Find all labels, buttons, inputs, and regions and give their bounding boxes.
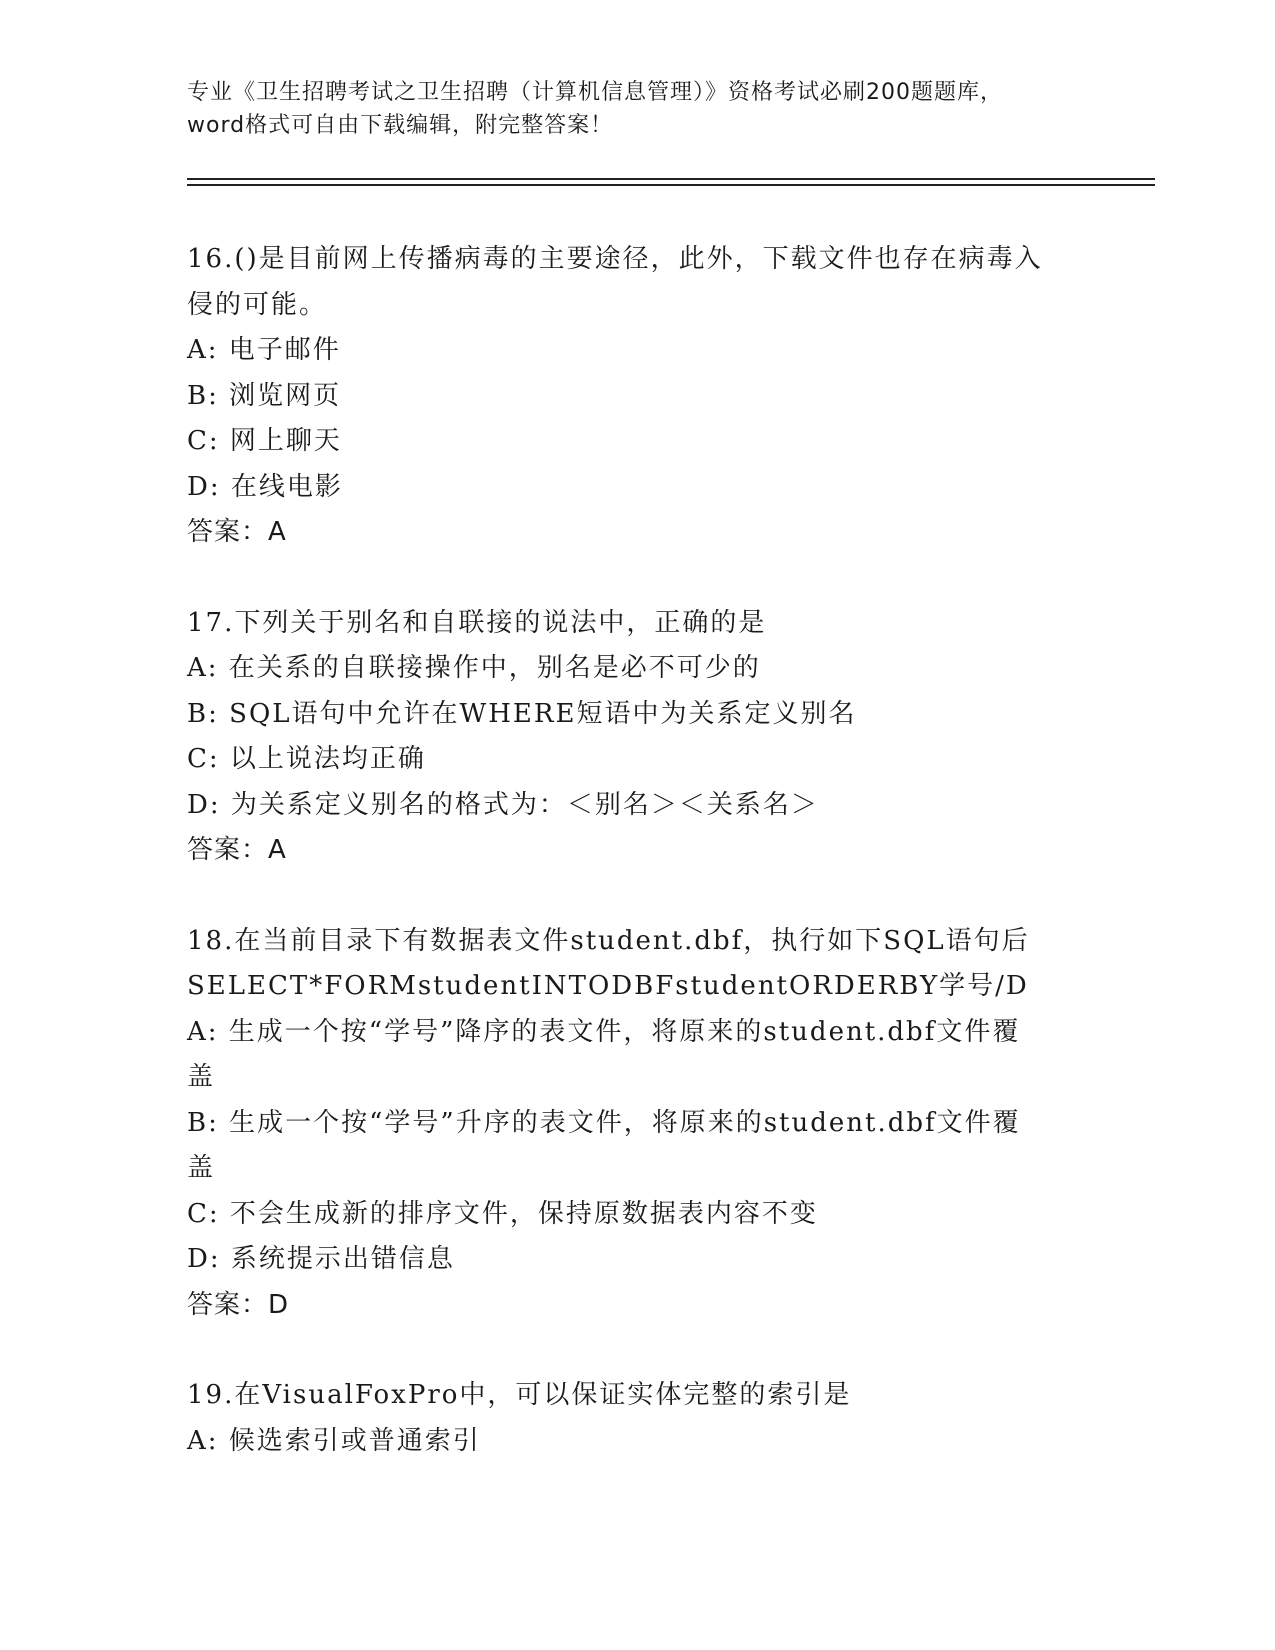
- question-17: [187, 601, 1087, 874]
- document-header: [187, 76, 1087, 142]
- question-list: [187, 237, 1087, 1509]
- option-d: D: 为关系定义别名的格式为：＜别名＞＜关系名＞: [187, 789, 819, 820]
- option-b: B: SQL语句中允许在WHERE短语中为关系定义别名: [187, 698, 857, 729]
- question-stem-line: 19.在VisualFoxPro中，可以保证实体完整的索引是: [187, 1380, 852, 1410]
- question-stem-line: 16.()是目前网上传播病毒的主要途径，此外，下载文件也存在病毒入: [187, 244, 1043, 274]
- option-b: B: 浏览网页: [187, 380, 342, 411]
- option-b-continued: 盖: [187, 1153, 216, 1183]
- option-a-continued: 盖: [187, 1062, 216, 1092]
- answer-label: 答案：A: [187, 517, 287, 547]
- option-d: D: 系统提示出错信息: [187, 1244, 455, 1274]
- question-stem-line: 18.在当前目录下有数据表文件student.dbf，执行如下SQL语句后: [187, 925, 1030, 956]
- question-19: [187, 1373, 1087, 1464]
- option-c: C: 不会生成新的排序文件，保持原数据表内容不变: [187, 1198, 818, 1229]
- header-divider-top: [187, 178, 1155, 180]
- header-divider-bottom: [187, 184, 1155, 186]
- option-a: A: 在关系的自联接操作中，别名是必不可少的: [187, 653, 761, 683]
- answer-label: 答案：D: [187, 1289, 290, 1320]
- header-line-1: 专业《卫生招聘考试之卫生招聘（计算机信息管理）》资格考试必刷200题题库，: [187, 80, 1003, 105]
- option-c: C: 以上说法均正确: [187, 744, 426, 774]
- header-line-2: word格式可自由下载编辑，附完整答案！: [187, 113, 614, 138]
- answer-label: 答案：A: [187, 835, 287, 865]
- option-a: A: 生成一个按“学号”降序的表文件，将原来的student.dbf文件覆: [187, 1016, 1021, 1047]
- option-a: A: 电子邮件: [187, 335, 341, 365]
- question-stem-line: 侵的可能。: [187, 289, 328, 320]
- question-18: [187, 919, 1087, 1329]
- option-a: A: 候选索引或普通索引: [187, 1425, 481, 1456]
- question-stem-line: SELECT*FORMstudentINTODBFstudentORDERBY学号/D: [187, 971, 1029, 1001]
- option-b: B: 生成一个按“学号”升序的表文件，将原来的student.dbf文件覆: [187, 1107, 1021, 1138]
- question-stem-line: 17.下列关于别名和自联接的说法中，正确的是: [187, 607, 767, 638]
- option-c: C: 网上聊天: [187, 426, 342, 456]
- option-d: D: 在线电影: [187, 471, 343, 502]
- question-16: [187, 237, 1087, 556]
